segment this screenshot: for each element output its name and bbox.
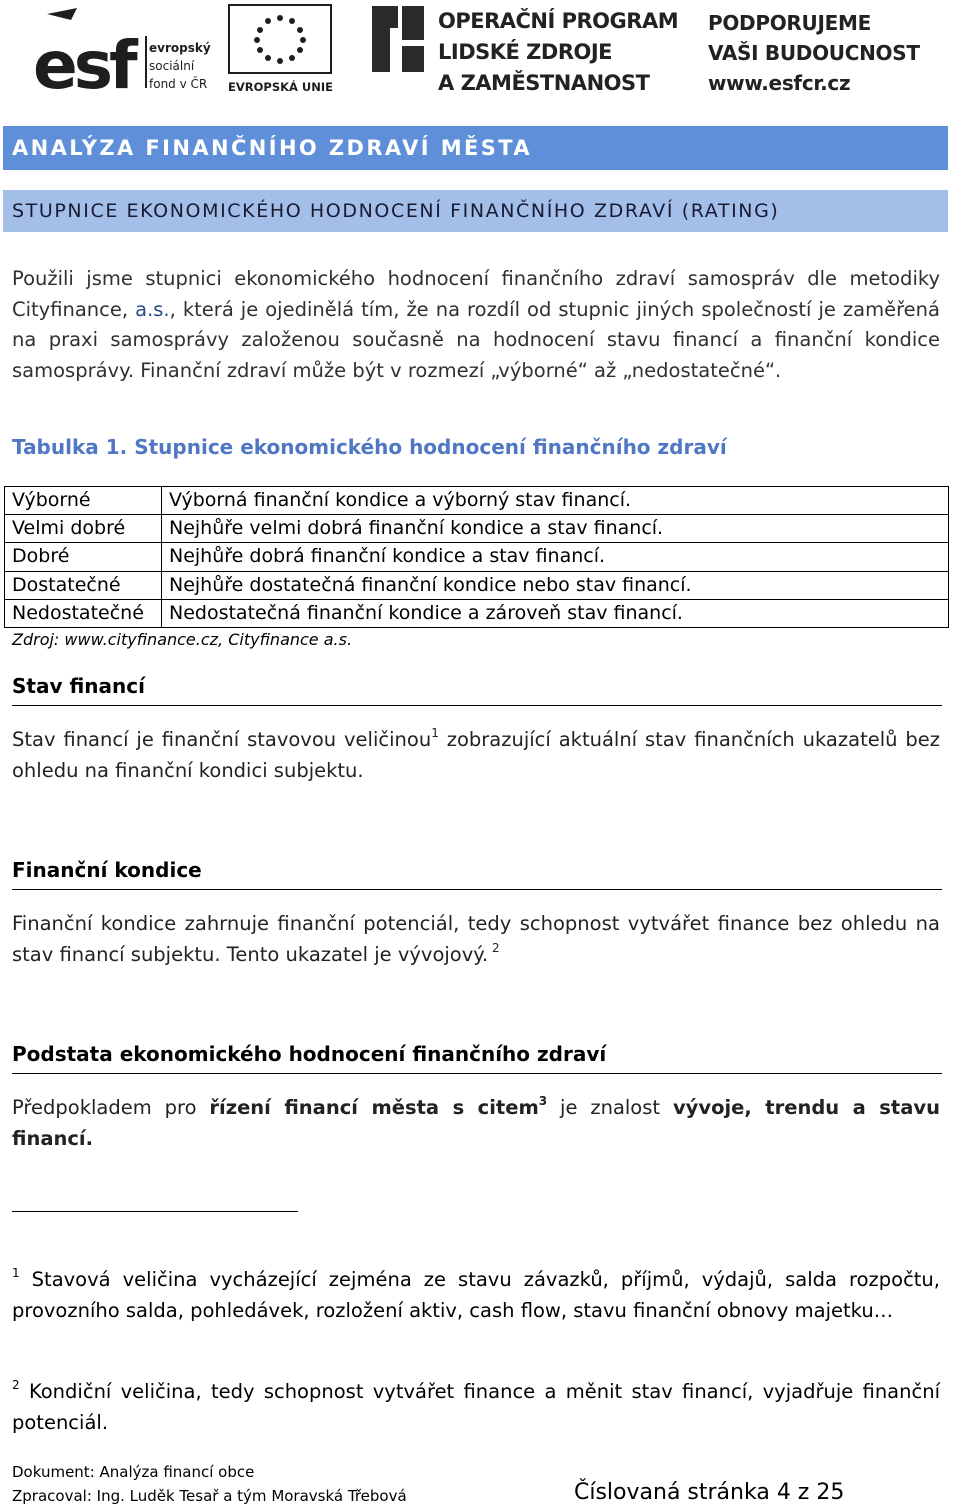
divider bbox=[12, 1073, 942, 1074]
support-line2: VAŠI BUDOUCNOST bbox=[708, 41, 920, 65]
footnote-separator bbox=[12, 1211, 298, 1212]
footer-author: Zpracoval: Ing. Luděk Tesař a tým Moravská Třebová bbox=[12, 1487, 407, 1505]
table-source: Zdroj: www.cityfinance.cz, Cityfinance a.s. bbox=[12, 630, 353, 649]
op-line1: OPERAČNÍ PROGRAM bbox=[438, 9, 679, 33]
footnote-number: 2 bbox=[12, 1378, 20, 1392]
grade-cell: Výborné bbox=[5, 487, 162, 515]
podstata-text-2: je znalost bbox=[547, 1096, 673, 1119]
heading-podstata: Podstata ekonomického hodnocení finančního zdraví bbox=[12, 1042, 607, 1066]
kondice-paragraph bbox=[12, 909, 940, 970]
esf-logo bbox=[33, 4, 213, 94]
podstata-paragraph bbox=[12, 1093, 940, 1154]
desc-cell: Nejhůře dobrá finanční kondice a stav financí. bbox=[162, 543, 949, 571]
rating-scale-table bbox=[4, 486, 949, 628]
esf-website-link[interactable]: www.esfcr.cz bbox=[708, 71, 851, 95]
eu-label: EVROPSKÁ UNIE bbox=[228, 80, 334, 94]
heading-financni-kondice: Finanční kondice bbox=[12, 858, 202, 882]
support-slogan bbox=[708, 8, 920, 98]
stav-paragraph bbox=[12, 725, 940, 786]
section-subtitle: STUPNICE EKONOMICKÉHO HODNOCENÍ FINANČNÍHO ZDRAVÍ (RATING) bbox=[3, 190, 948, 232]
op-mark-icon bbox=[368, 4, 428, 74]
op-line3: A ZAMĚSTNANOST bbox=[438, 71, 650, 95]
table-row bbox=[5, 599, 949, 627]
desc-cell: Výborná finanční kondice a výborný stav financí. bbox=[162, 487, 949, 515]
grade-cell: Velmi dobré bbox=[5, 515, 162, 543]
desc-cell: Nedostatečná finanční kondice a zároveň stav financí. bbox=[162, 599, 949, 627]
divider bbox=[12, 889, 942, 890]
podstata-text-1: Předpokladem pro bbox=[12, 1096, 210, 1119]
heading-stav-financi: Stav financí bbox=[12, 674, 145, 698]
divider bbox=[12, 705, 942, 706]
page-title: ANALÝZA FINANČNÍHO ZDRAVÍ MĚSTA bbox=[3, 126, 948, 170]
table-row bbox=[5, 571, 949, 599]
intro-text-1: Použili jsme stupnici ekonomického hodnocení finančního zdraví samospráv dle metodiky Cityfinance, bbox=[12, 267, 940, 321]
grade-cell: Nedostatečné bbox=[5, 599, 162, 627]
grade-cell: Dobré bbox=[5, 543, 162, 571]
footnote-ref-2[interactable]: 2 bbox=[488, 940, 500, 955]
footnote-ref-3[interactable]: 3 bbox=[538, 1094, 548, 1108]
intro-text-2: , která je ojedinělá tím, že na rozdíl od stupnic jiných společností je zaměřená na praxi samosprávy založenou současně na hodnocení stavu financí a finanční kondice samosprávy. Finanční zdraví může být v rozmezí „výborné“ až „nedostatečné“. bbox=[12, 297, 940, 382]
stav-text-b: zobrazující aktuální stav finančních ukazatelů bez ohledu na finanční kondici subjektu. bbox=[12, 728, 940, 782]
podstata-bold-1: řízení financí města s citem bbox=[209, 1096, 539, 1119]
esf-line1: evropský bbox=[149, 41, 211, 55]
footnote-text: Kondiční veličina, tedy schopnost vytvářet finance a měnit stav financí, vyjadřuje finanční potenciál. bbox=[12, 1380, 940, 1434]
footnote-number: 1 bbox=[12, 1266, 20, 1280]
footnote-1 bbox=[12, 1264, 940, 1326]
eu-logo bbox=[228, 4, 334, 94]
desc-cell: Nejhůře dostatečná finanční kondice nebo stav financí. bbox=[162, 571, 949, 599]
op-line2: LIDSKÉ ZDROJE bbox=[438, 40, 613, 64]
esf-line3: fond v ČR bbox=[149, 77, 208, 91]
support-line1: PODPORUJEME bbox=[708, 11, 871, 35]
desc-cell: Nejhůře velmi dobrá finanční kondice a stav financí. bbox=[162, 515, 949, 543]
grade-cell: Dostatečné bbox=[5, 571, 162, 599]
table-caption: Tabulka 1. Stupnice ekonomického hodnocení finančního zdraví bbox=[12, 435, 727, 459]
table-row bbox=[5, 487, 949, 515]
table-row bbox=[5, 515, 949, 543]
footer-document: Dokument: Analýza financí obce bbox=[12, 1463, 255, 1481]
intro-paragraph bbox=[12, 264, 940, 386]
op-logo bbox=[368, 2, 688, 98]
page-number: Číslovaná stránka 4 z 25 bbox=[574, 1480, 845, 1505]
intro-link[interactable]: a.s. bbox=[135, 297, 170, 321]
footnote-ref-1[interactable]: 1 bbox=[431, 726, 439, 740]
esf-logo-text: esf bbox=[33, 27, 134, 94]
stav-text-a: Stav financí je finanční stavovou veličinou bbox=[12, 728, 432, 751]
esf-star-shape bbox=[47, 8, 77, 20]
esf-line2: sociální bbox=[149, 59, 195, 73]
footnote-2 bbox=[12, 1376, 940, 1438]
footnote-text: Stavová veličina vycházející zejména ze stavu závazků, příjmů, výdajů, salda rozpočtu, provozního salda, pohledávek, rozložení aktiv, cash flow, stavu finanční obnovy majetku… bbox=[12, 1268, 940, 1322]
podstata-bold-2: vývoje, trendu a stavu financí. bbox=[12, 1096, 940, 1150]
kondice-text: Finanční kondice zahrnuje finanční potenciál, tedy schopnost vytvářet finance bez ohledu na stav financí subjektu. Tento ukazatel je vývojový. bbox=[12, 912, 940, 966]
table-row bbox=[5, 543, 949, 571]
